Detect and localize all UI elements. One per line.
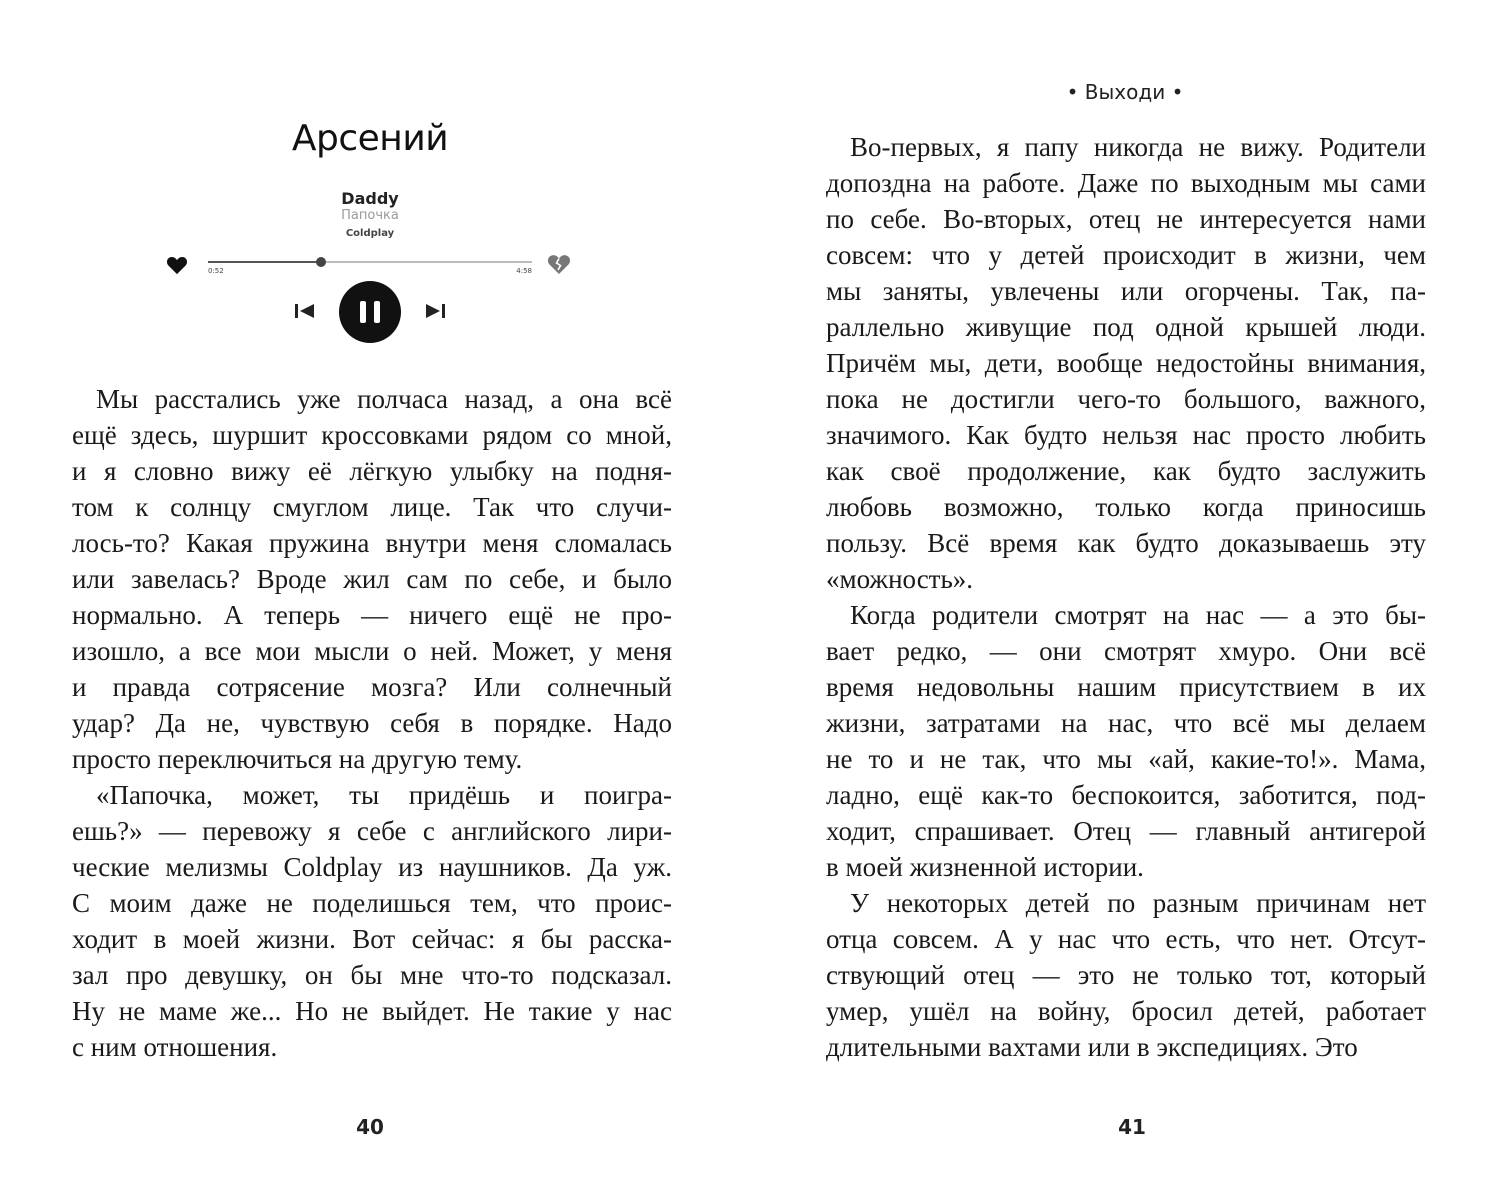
progress-fill — [208, 261, 321, 263]
text-line: время недовольны нашим присутствием в их — [826, 672, 1426, 702]
song-title: Daddy — [341, 189, 399, 208]
paragraph — [72, 777, 672, 1065]
page-number: 41 — [1118, 1115, 1146, 1139]
skip-previous-icon[interactable] — [292, 302, 316, 320]
text-line: и правда сотрясение мозга? Или солнечный — [72, 672, 672, 702]
text-line: «можность». — [826, 564, 974, 594]
skip-next-icon[interactable] — [424, 302, 448, 320]
pause-button[interactable] — [339, 281, 401, 343]
text-line: раллельно живущие под одной крышей люди. — [826, 312, 1426, 342]
text-line: с ним отношения. — [72, 1032, 278, 1062]
text-line: ладно, ещё как-то беспокоится, заботится, под- — [826, 780, 1426, 810]
chapter-title: Арсений — [291, 118, 449, 159]
text-line: и я словно вижу её лёгкую улыбку на подня- — [72, 456, 672, 486]
text-line: Во-первых, я папу никогда не вижу. Родители — [850, 132, 1426, 162]
text-line: том к солнцу смуглом лице. Так что случи- — [72, 492, 672, 522]
text-line: ещё здесь, шуршит кроссовками рядом со мной, — [72, 420, 672, 450]
paragraph — [826, 129, 1426, 597]
text-line: просто переключиться на другую тему. — [72, 744, 523, 774]
text-line: Причём мы, дети, вообще недостойны внимания, — [826, 348, 1426, 378]
text-line: нормально. А теперь — ничего ещё не про- — [72, 600, 672, 630]
time-elapsed: 0:52 — [208, 267, 224, 275]
right-body-text — [826, 129, 1426, 1065]
text-line: изошло, а все мои мысли о ней. Может, у меня — [72, 636, 672, 666]
text-line: умер, ушёл на войну, бросил детей, работает — [826, 996, 1426, 1026]
song-subtitle: Папочка — [341, 208, 399, 223]
text-line: Когда родители смотрят на нас — а это бы- — [850, 600, 1426, 630]
pause-icon-bar — [374, 301, 380, 323]
page-number: 40 — [356, 1115, 384, 1139]
paragraph — [826, 597, 1426, 885]
text-line: не то и не так, что мы «ай, какие-то!». Мама, — [826, 744, 1426, 774]
text-line: совсем: что у детей происходит в жизни, чем — [826, 240, 1426, 270]
time-total: 4:58 — [516, 267, 532, 275]
left-body-text — [72, 381, 672, 1065]
text-line: лось-то? Какая пружина внутри меня сломалась — [72, 528, 672, 558]
text-line: длительными вахтами или в экспедициях. Это — [826, 1032, 1358, 1062]
text-line: Мы расстались уже полчаса назад, а она всё — [96, 384, 672, 414]
text-line: ешь?» — перевожу я себе с английского лири- — [72, 816, 672, 846]
text-line: по себе. Во-вторых, отец не интересуется нами — [826, 204, 1426, 234]
text-line: пользу. Всё время как будто доказываешь эту — [826, 528, 1426, 558]
text-line: ствующий отец — это не только тот, который — [826, 960, 1426, 990]
progress-knob[interactable] — [316, 257, 326, 267]
paragraph — [826, 885, 1426, 1065]
right-page — [750, 0, 1500, 1200]
text-line: значимого. Как будто нельзя нас просто любить — [826, 420, 1426, 450]
song-artist: Coldplay — [345, 228, 395, 239]
text-line: вает редко, — они смотрят хмуро. Они всё — [826, 636, 1426, 666]
text-line: Ну не маме же... Но не выйдет. Не такие у нас — [72, 996, 672, 1026]
text-line: У некоторых детей по разным причинам нет — [850, 888, 1426, 918]
text-line: отца совсем. А у нас что есть, что нет. Отсут- — [826, 924, 1426, 954]
text-line: С моим даже не поделишься тем, что проис- — [72, 888, 672, 918]
running-header: • Выходи • — [1066, 80, 1184, 104]
heart-icon[interactable] — [166, 255, 188, 275]
text-line: ческие мелизмы Coldplay из наушников. Да уж. — [72, 852, 672, 882]
text-line: ходит, спрашивает. Отец — главный антигерой — [826, 816, 1426, 846]
text-line: «Папочка, может, ты придёшь и поигра- — [96, 780, 672, 810]
broken-heart-icon[interactable] — [546, 253, 572, 275]
text-line: как своё продолжение, как будто заслужить — [826, 456, 1426, 486]
text-line: ходит в моей жизни. Вот сейчас: я бы расска- — [72, 924, 672, 954]
text-line: мы заняты, увлечены или огорчены. Так, па- — [826, 276, 1426, 306]
text-line: или завелась? Вроде жил сам по себе, и было — [72, 564, 672, 594]
music-player — [160, 185, 580, 355]
text-line: в моей жизненной истории. — [826, 852, 1144, 882]
text-line: любовь возможно, только когда приносишь — [826, 492, 1426, 522]
text-line: удар? Да не, чувствую себя в порядке. Надо — [72, 708, 672, 738]
text-line: допоздна на работе. Даже по выходным мы сами — [826, 168, 1426, 198]
text-line: жизни, затратами на нас, что всё мы делаем — [826, 708, 1426, 738]
progress-bar[interactable] — [208, 261, 532, 263]
paragraph — [72, 381, 672, 777]
pause-icon-bar — [360, 301, 366, 323]
text-line: пока не достигли чего-то большого, важного, — [826, 384, 1426, 414]
text-line: зал про девушку, он бы мне что-то подсказал. — [72, 960, 672, 990]
